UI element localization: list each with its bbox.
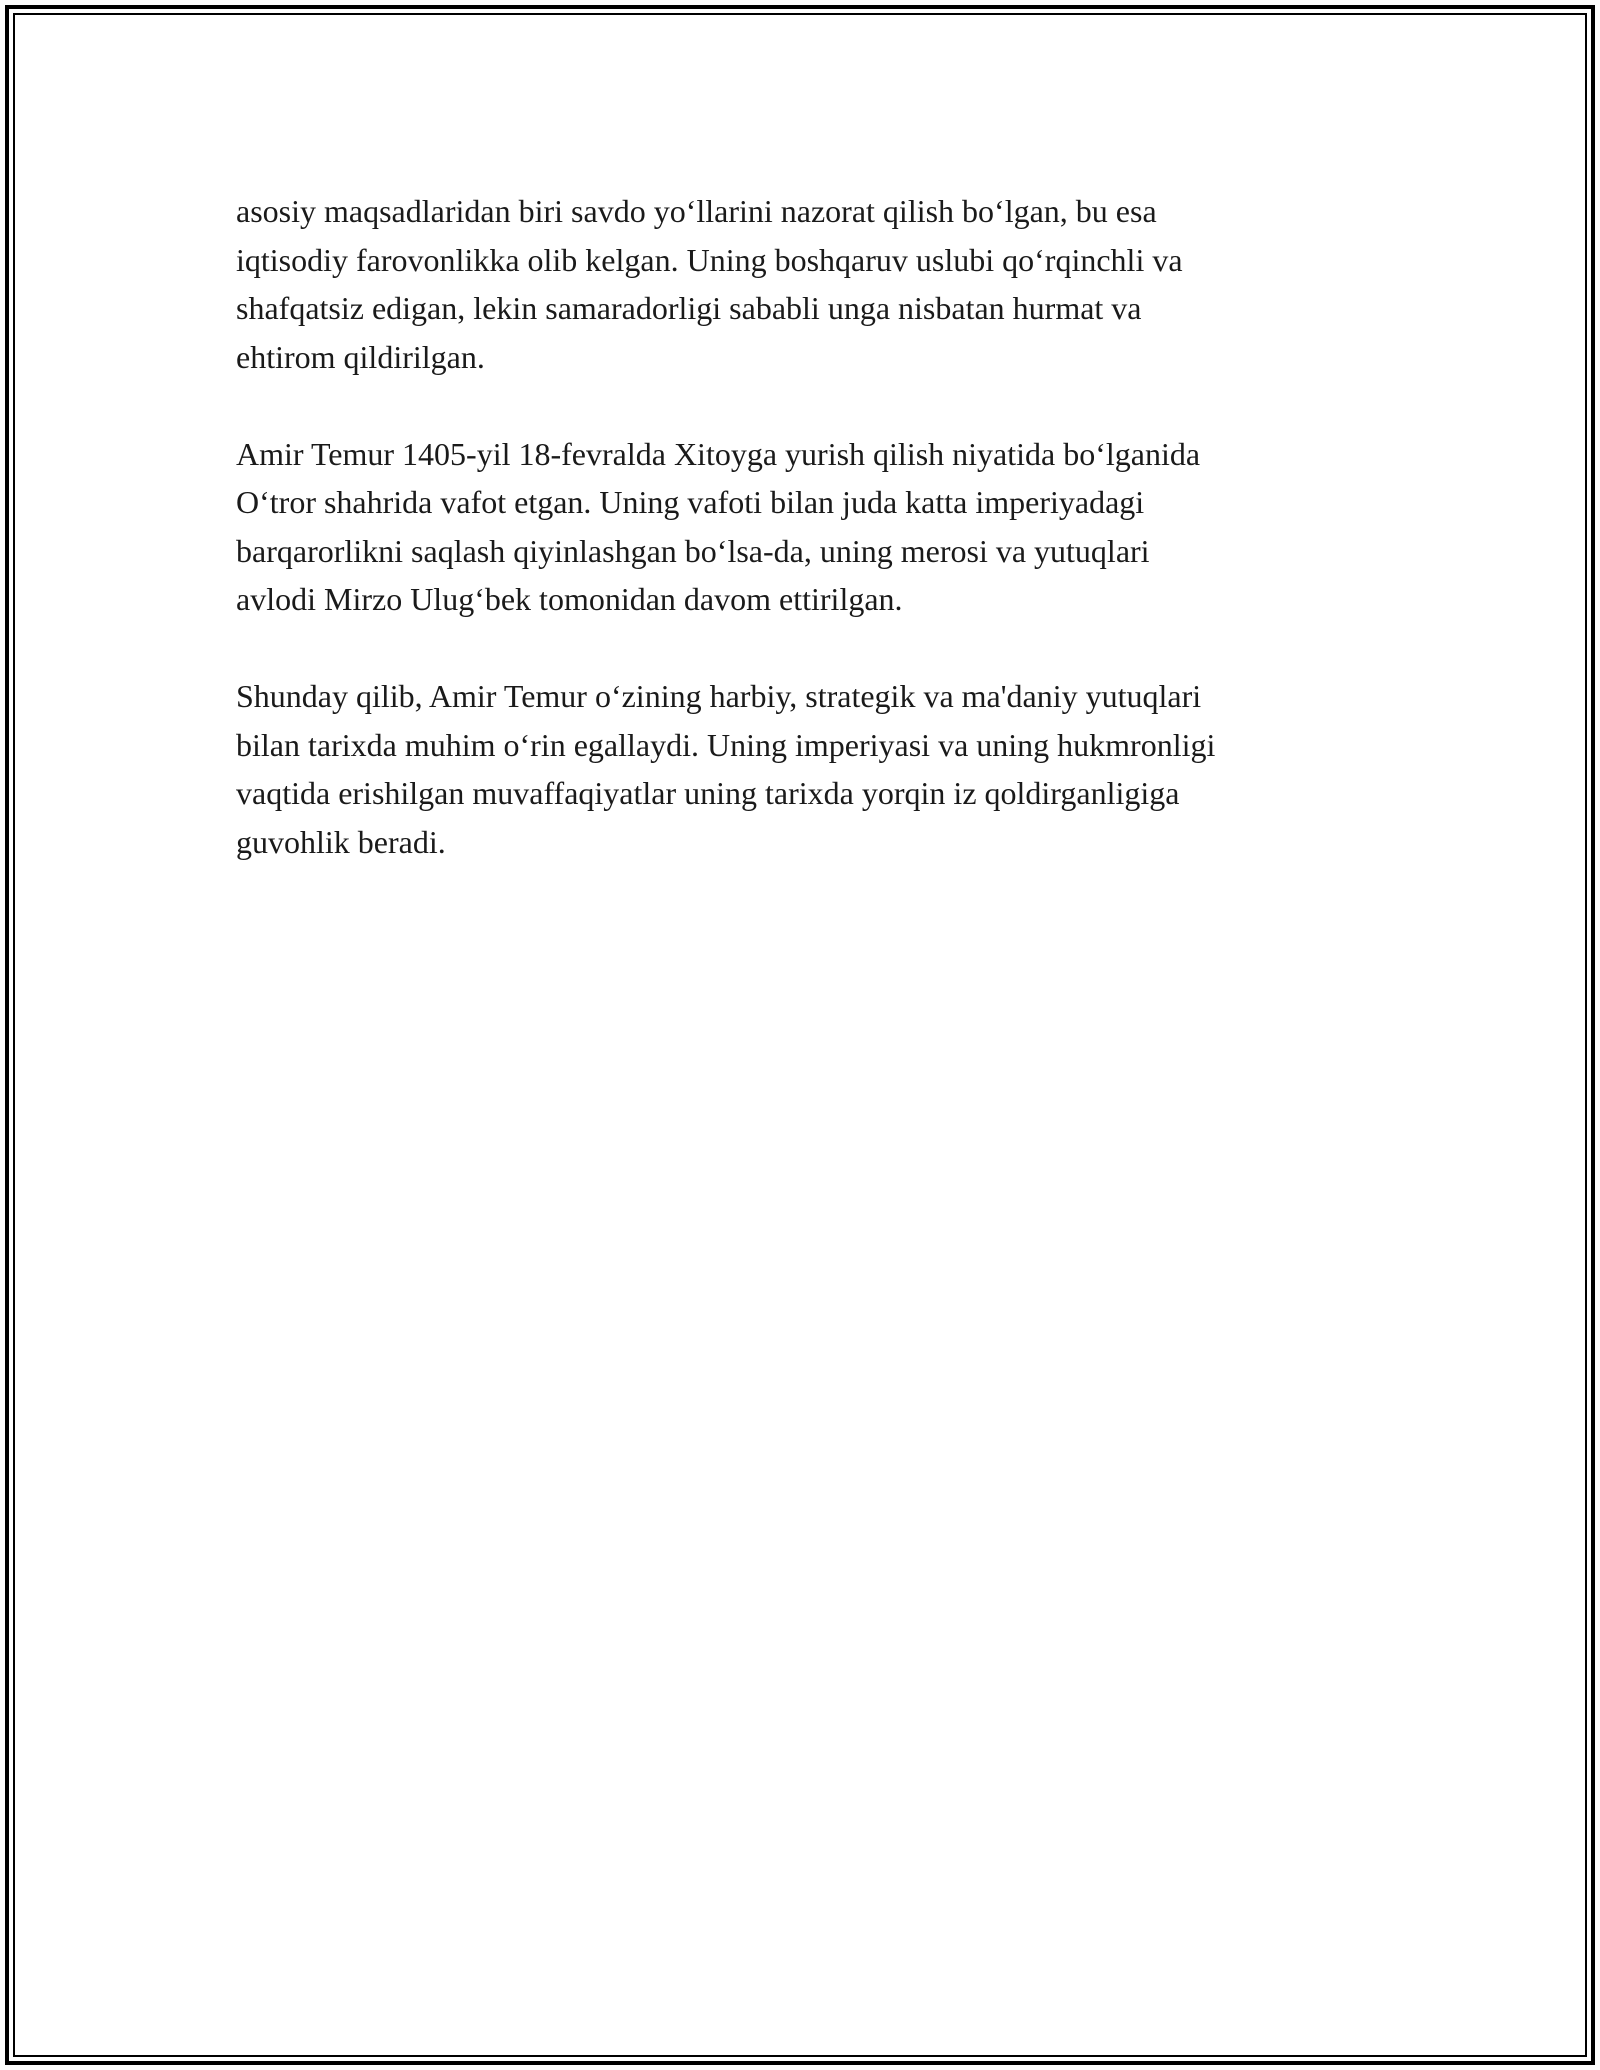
paragraph-2: Amir Temur 1405-yil 18-fevralda Xitoyga yurish qilish niyatida bo‘lganida O‘tror shahrida vafot etgan. Uning vafoti bilan juda katta imperiyadagi barqarorlikni saqlash qiyinlashgan bo‘lsa-da, uning merosi va yutuqlari avlodi Mirzo Ulug‘bek tomonidan davom ettirilgan. [236, 435, 1201, 617]
document-body [236, 187, 1366, 915]
paragraph-3: Shunday qilib, Amir Temur o‘zining harbiy, strategik va ma'daniy yutuqlari bilan tarixda muhim o‘rin egallaydi. Uning imperiyasi va uning hukmronligi vaqtida erishilgan muvaffaqiyatlar uning tarixda yorqin iz qoldirganligiga guvohlik beradi. [236, 678, 1216, 860]
paragraph-1: asosiy maqsadlaridan biri savdo yo‘llarini nazorat qilish bo‘lgan, bu esa iqtisodiy farovonlikka olib kelgan. Uning boshqaruv uslubi qo‘rqinchli va shafqatsiz edigan, lekin samaradorligi sababli unga nisbatan hurmat va ehtirom qildirilgan. [236, 193, 1183, 375]
